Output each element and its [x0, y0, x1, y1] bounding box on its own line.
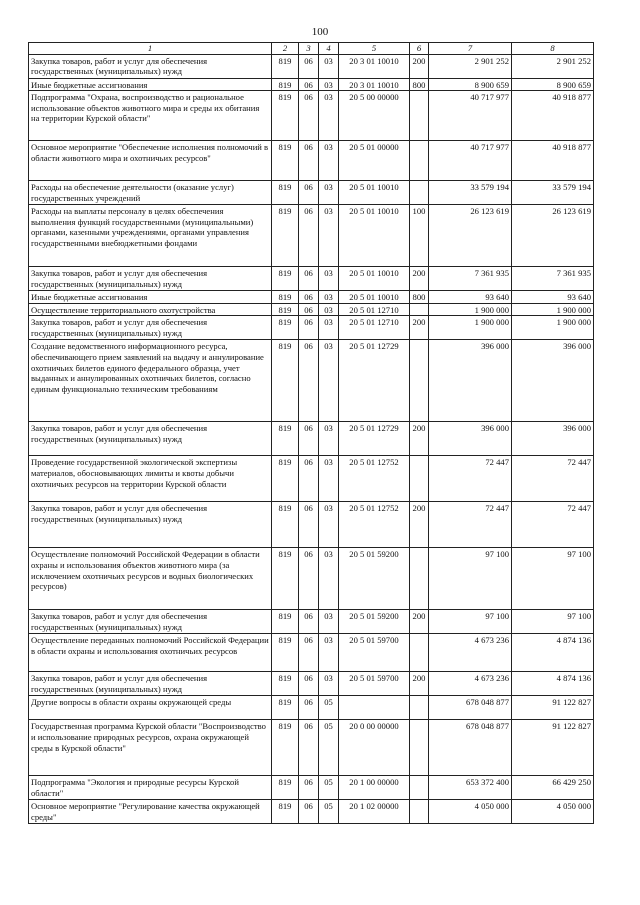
cell-name: Другие вопросы в области охраны окружающей среды: [29, 696, 272, 720]
cell-expense-type: [410, 696, 429, 720]
cell-subsection: 03: [319, 610, 339, 634]
cell-subsection: 05: [319, 776, 339, 800]
header-cell: 6: [410, 43, 429, 55]
cell-section: 06: [299, 502, 319, 548]
table-row: [29, 548, 594, 610]
cell-amount-year2: 26 123 619: [512, 205, 594, 267]
cell-amount-year2: 33 579 194: [512, 181, 594, 205]
cell-name: Иные бюджетные ассигнования: [29, 78, 272, 91]
cell-grbs: 819: [272, 634, 299, 672]
table-row: [29, 610, 594, 634]
cell-grbs: 819: [272, 800, 299, 824]
cell-expense-type: 800: [410, 291, 429, 304]
cell-target-article: 20 5 01 59200: [339, 610, 410, 634]
table-row: [29, 502, 594, 548]
cell-subsection: 03: [319, 141, 339, 181]
cell-amount-year1: 97 100: [429, 610, 512, 634]
cell-expense-type: [410, 634, 429, 672]
cell-subsection: 03: [319, 422, 339, 456]
cell-expense-type: [410, 548, 429, 610]
cell-name: Осуществление переданных полномочий Российской Федерации в области охраны и использования охотничьих ресурсов: [29, 634, 272, 672]
cell-section: 06: [299, 316, 319, 340]
cell-target-article: 20 5 01 10010: [339, 181, 410, 205]
table-row: [29, 422, 594, 456]
header-cell: 5: [339, 43, 410, 55]
cell-section: 06: [299, 78, 319, 91]
cell-expense-type: [410, 303, 429, 316]
table-row: [29, 291, 594, 304]
cell-subsection: 03: [319, 634, 339, 672]
cell-name: Подпрограмма "Экология и природные ресурсы Курской области": [29, 776, 272, 800]
header-cell: 3: [299, 43, 319, 55]
cell-section: 06: [299, 54, 319, 78]
cell-target-article: 20 5 01 12729: [339, 422, 410, 456]
cell-amount-year1: 396 000: [429, 340, 512, 422]
cell-expense-type: [410, 720, 429, 776]
cell-amount-year2: 40 918 877: [512, 91, 594, 141]
cell-amount-year1: 678 048 877: [429, 720, 512, 776]
cell-section: 06: [299, 696, 319, 720]
cell-amount-year1: 1 900 000: [429, 303, 512, 316]
cell-subsection: 03: [319, 548, 339, 610]
cell-grbs: 819: [272, 181, 299, 205]
cell-target-article: 20 5 01 59700: [339, 634, 410, 672]
header-cell: 1: [29, 43, 272, 55]
cell-subsection: 03: [319, 502, 339, 548]
cell-section: 06: [299, 634, 319, 672]
cell-expense-type: 200: [410, 422, 429, 456]
cell-amount-year1: 93 640: [429, 291, 512, 304]
cell-expense-type: 200: [410, 610, 429, 634]
cell-grbs: 819: [272, 456, 299, 502]
cell-expense-type: [410, 141, 429, 181]
cell-amount-year2: 1 900 000: [512, 303, 594, 316]
table-row: [29, 340, 594, 422]
cell-grbs: 819: [272, 267, 299, 291]
cell-subsection: 03: [319, 456, 339, 502]
cell-target-article: 20 5 01 12729: [339, 340, 410, 422]
cell-name: Расходы на выплаты персоналу в целях обеспечения выполнения функций государственными (муниципальными) органами, казенными учреждениями, органами управления государственными внебюджетными фондами: [29, 205, 272, 267]
cell-amount-year2: 4 874 136: [512, 672, 594, 696]
cell-section: 06: [299, 776, 319, 800]
cell-subsection: 03: [319, 303, 339, 316]
cell-target-article: 20 5 01 12752: [339, 456, 410, 502]
cell-grbs: 819: [272, 548, 299, 610]
cell-amount-year2: 66 429 250: [512, 776, 594, 800]
cell-subsection: 05: [319, 720, 339, 776]
cell-name: Осуществление полномочий Российской Федерации в области охраны и использования объектов животного мира (за исключением охотничьих ресурсов и водных биологических ресурсов): [29, 548, 272, 610]
cell-amount-year1: 33 579 194: [429, 181, 512, 205]
cell-grbs: 819: [272, 776, 299, 800]
cell-expense-type: [410, 91, 429, 141]
cell-target-article: 20 5 01 10010: [339, 267, 410, 291]
table-row: [29, 776, 594, 800]
cell-expense-type: [410, 181, 429, 205]
cell-grbs: 819: [272, 91, 299, 141]
header-cell: 8: [512, 43, 594, 55]
cell-section: 06: [299, 291, 319, 304]
cell-section: 06: [299, 720, 319, 776]
cell-name: Закупка товаров, работ и услуг для обеспечения государственных (муниципальных) нужд: [29, 422, 272, 456]
cell-subsection: 05: [319, 696, 339, 720]
cell-name: Расходы на обеспечение деятельности (оказание услуг) государственных учреждений: [29, 181, 272, 205]
cell-name: Закупка товаров, работ и услуг для обеспечения государственных (муниципальных) нужд: [29, 316, 272, 340]
cell-amount-year1: 4 050 000: [429, 800, 512, 824]
table-row: [29, 720, 594, 776]
cell-subsection: 05: [319, 800, 339, 824]
cell-target-article: 20 5 01 12752: [339, 502, 410, 548]
cell-amount-year1: 4 673 236: [429, 634, 512, 672]
cell-subsection: 03: [319, 78, 339, 91]
table-row: [29, 205, 594, 267]
table-row: [29, 141, 594, 181]
table-row: [29, 672, 594, 696]
cell-name: Основное мероприятие "Регулирование качества окружающей среды": [29, 800, 272, 824]
cell-name: Создание ведомственного информационного ресурса, обеспечивающего прием заявлений на выдачу и аннулирование охотничьих билетов единого федерального образца, учет выданных и аннулированных охотничьих билетов, согласно единым функционально техническим требованиям: [29, 340, 272, 422]
cell-expense-type: 200: [410, 316, 429, 340]
cell-amount-year2: 4 874 136: [512, 634, 594, 672]
cell-amount-year1: 678 048 877: [429, 696, 512, 720]
cell-target-article: 20 1 02 00000: [339, 800, 410, 824]
cell-amount-year2: 396 000: [512, 422, 594, 456]
cell-section: 06: [299, 91, 319, 141]
page-number: 100: [311, 26, 329, 38]
cell-amount-year2: 97 100: [512, 610, 594, 634]
cell-expense-type: 100: [410, 205, 429, 267]
cell-target-article: 20 5 01 00000: [339, 141, 410, 181]
cell-amount-year1: 2 901 252: [429, 54, 512, 78]
cell-grbs: 819: [272, 340, 299, 422]
cell-section: 06: [299, 672, 319, 696]
cell-amount-year1: 40 717 977: [429, 91, 512, 141]
cell-amount-year2: 7 361 935: [512, 267, 594, 291]
cell-name: Закупка товаров, работ и услуг для обеспечения государственных (муниципальных) нужд: [29, 610, 272, 634]
cell-name: Закупка товаров, работ и услуг для обеспечения государственных (муниципальных) нужд: [29, 267, 272, 291]
cell-name: Проведение государственной экологической экспертизы материалов, обосновывающих лимиты и квоты добычи охотничьих ресурсов на территории Курской области: [29, 456, 272, 502]
cell-name: Государственная программа Курской области "Воспроизводство и использование природных ресурсов, охрана окружающей среды в Курской области": [29, 720, 272, 776]
cell-name: Закупка товаров, работ и услуг для обеспечения государственных (муниципальных) нужд: [29, 54, 272, 78]
budget-table: [28, 42, 594, 824]
cell-amount-year2: 1 900 000: [512, 316, 594, 340]
table-row: [29, 91, 594, 141]
cell-section: 06: [299, 181, 319, 205]
cell-subsection: 03: [319, 267, 339, 291]
cell-grbs: 819: [272, 422, 299, 456]
cell-name: Закупка товаров, работ и услуг для обеспечения государственных (муниципальных) нужд: [29, 672, 272, 696]
table-row: [29, 696, 594, 720]
cell-expense-type: [410, 800, 429, 824]
cell-expense-type: 200: [410, 502, 429, 548]
cell-section: 06: [299, 800, 319, 824]
cell-amount-year2: 97 100: [512, 548, 594, 610]
cell-expense-type: 800: [410, 78, 429, 91]
cell-section: 06: [299, 548, 319, 610]
cell-expense-type: [410, 776, 429, 800]
cell-subsection: 03: [319, 672, 339, 696]
cell-grbs: 819: [272, 610, 299, 634]
cell-grbs: 819: [272, 291, 299, 304]
cell-section: 06: [299, 456, 319, 502]
cell-target-article: 20 5 01 59700: [339, 672, 410, 696]
table-row: [29, 78, 594, 91]
cell-name: Осуществление территориального охотустройства: [29, 303, 272, 316]
cell-target-article: 20 3 01 10010: [339, 78, 410, 91]
cell-amount-year1: 8 900 659: [429, 78, 512, 91]
cell-target-article: 20 5 01 12710: [339, 316, 410, 340]
cell-grbs: 819: [272, 141, 299, 181]
table-row: [29, 316, 594, 340]
table-row: [29, 456, 594, 502]
cell-grbs: 819: [272, 303, 299, 316]
cell-expense-type: 200: [410, 54, 429, 78]
cell-grbs: 819: [272, 720, 299, 776]
cell-amount-year2: 72 447: [512, 456, 594, 502]
cell-target-article: 20 5 01 12710: [339, 303, 410, 316]
cell-target-article: [339, 696, 410, 720]
header-row: [29, 43, 594, 55]
cell-subsection: 03: [319, 291, 339, 304]
cell-amount-year1: 72 447: [429, 456, 512, 502]
cell-amount-year1: 72 447: [429, 502, 512, 548]
table-row: [29, 800, 594, 824]
cell-grbs: 819: [272, 672, 299, 696]
cell-amount-year2: 8 900 659: [512, 78, 594, 91]
cell-target-article: 20 5 01 59200: [339, 548, 410, 610]
cell-name: Основное мероприятие "Обеспечение исполнения полномочий в области животного мира и охотничьих ресурсов": [29, 141, 272, 181]
cell-grbs: 819: [272, 54, 299, 78]
table-row: [29, 181, 594, 205]
cell-grbs: 819: [272, 502, 299, 548]
header-cell: 2: [272, 43, 299, 55]
cell-section: 06: [299, 422, 319, 456]
cell-grbs: 819: [272, 316, 299, 340]
cell-amount-year2: 2 901 252: [512, 54, 594, 78]
cell-amount-year2: 91 122 827: [512, 696, 594, 720]
cell-amount-year1: 26 123 619: [429, 205, 512, 267]
cell-target-article: 20 0 00 00000: [339, 720, 410, 776]
cell-amount-year1: 7 361 935: [429, 267, 512, 291]
cell-subsection: 03: [319, 316, 339, 340]
cell-section: 06: [299, 141, 319, 181]
cell-section: 06: [299, 610, 319, 634]
header-cell: 7: [429, 43, 512, 55]
table-row: [29, 303, 594, 316]
cell-section: 06: [299, 205, 319, 267]
header-cell: 4: [319, 43, 339, 55]
cell-expense-type: 200: [410, 672, 429, 696]
cell-amount-year1: 1 900 000: [429, 316, 512, 340]
cell-grbs: 819: [272, 696, 299, 720]
table-row: [29, 267, 594, 291]
cell-name: Иные бюджетные ассигнования: [29, 291, 272, 304]
cell-expense-type: [410, 340, 429, 422]
cell-subsection: 03: [319, 205, 339, 267]
cell-amount-year2: 4 050 000: [512, 800, 594, 824]
cell-target-article: 20 5 01 10010: [339, 291, 410, 304]
cell-amount-year1: 396 000: [429, 422, 512, 456]
table-row: [29, 634, 594, 672]
cell-expense-type: [410, 456, 429, 502]
table-row: [29, 54, 594, 78]
cell-subsection: 03: [319, 91, 339, 141]
cell-name: Подпрограмма "Охрана, воспроизводство и рациональное использование объектов животного мира и среды их обитания на территории Курской области": [29, 91, 272, 141]
cell-amount-year2: 396 000: [512, 340, 594, 422]
cell-section: 06: [299, 303, 319, 316]
cell-name: Закупка товаров, работ и услуг для обеспечения государственных (муниципальных) нужд: [29, 502, 272, 548]
table-body: [29, 43, 594, 824]
cell-target-article: 20 5 01 10010: [339, 205, 410, 267]
cell-section: 06: [299, 340, 319, 422]
cell-subsection: 03: [319, 340, 339, 422]
cell-amount-year2: 91 122 827: [512, 720, 594, 776]
cell-amount-year1: 4 673 236: [429, 672, 512, 696]
cell-target-article: 20 1 00 00000: [339, 776, 410, 800]
cell-grbs: 819: [272, 205, 299, 267]
cell-amount-year2: 40 918 877: [512, 141, 594, 181]
cell-expense-type: 200: [410, 267, 429, 291]
cell-amount-year2: 72 447: [512, 502, 594, 548]
cell-amount-year1: 653 372 400: [429, 776, 512, 800]
cell-section: 06: [299, 267, 319, 291]
cell-subsection: 03: [319, 181, 339, 205]
cell-grbs: 819: [272, 78, 299, 91]
cell-target-article: 20 3 01 10010: [339, 54, 410, 78]
cell-amount-year1: 97 100: [429, 548, 512, 610]
cell-amount-year2: 93 640: [512, 291, 594, 304]
cell-amount-year1: 40 717 977: [429, 141, 512, 181]
cell-target-article: 20 5 00 00000: [339, 91, 410, 141]
cell-subsection: 03: [319, 54, 339, 78]
